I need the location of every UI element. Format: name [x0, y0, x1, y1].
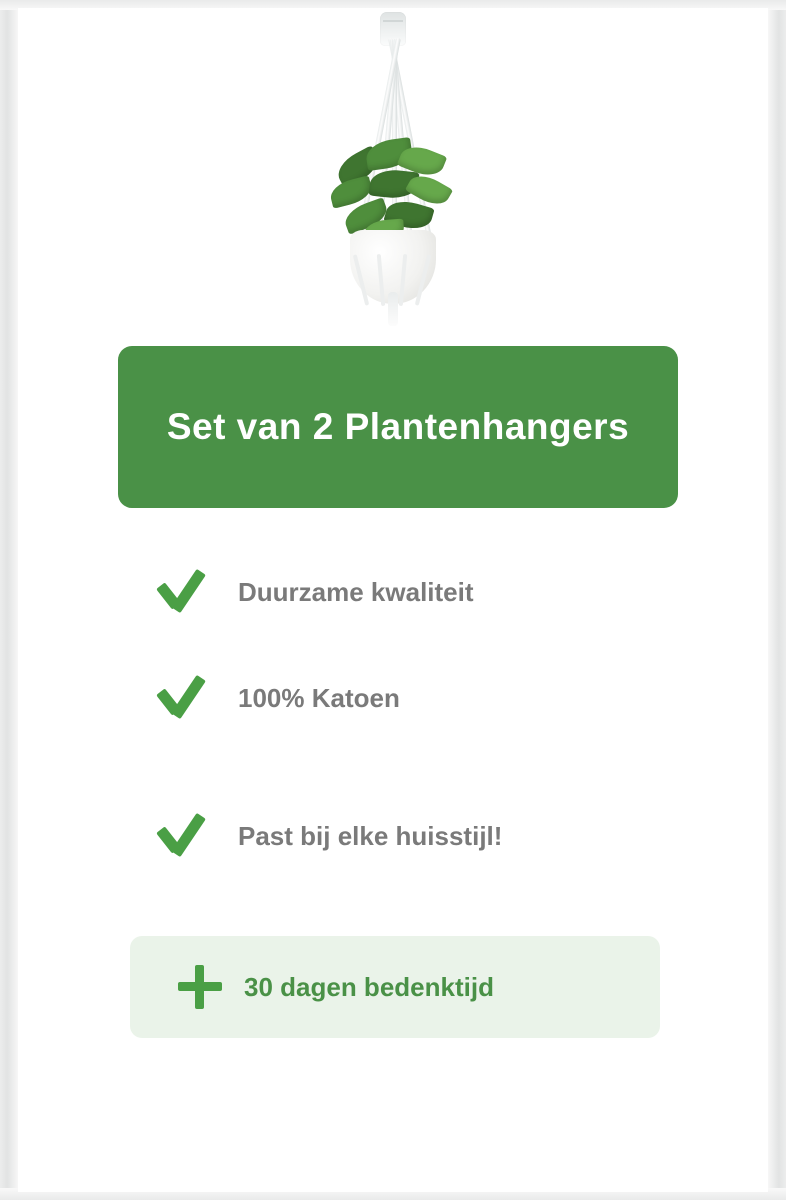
page-title: Set van 2 Plantenhangers [166, 406, 630, 447]
net-line-shape [399, 254, 408, 306]
frame-edge-right [768, 0, 786, 1200]
plus-icon[interactable] [178, 965, 222, 1009]
product-card-canvas [18, 8, 768, 1192]
product-image [18, 8, 768, 333]
net-line-shape [377, 254, 386, 306]
accordion-label: 30 dagen bedenktijd [244, 971, 494, 1002]
feature-label: 100% Katoen [238, 682, 400, 713]
list-item [118, 807, 502, 865]
frame-edge-left [0, 0, 18, 1200]
check-icon [150, 673, 216, 723]
net-line-shape [415, 254, 431, 305]
list-item [118, 669, 400, 727]
product-title-banner [118, 346, 678, 508]
plant-hanger-illustration [308, 8, 478, 328]
accordion-return-policy[interactable] [130, 936, 660, 1038]
net-line-shape [353, 254, 369, 305]
feature-label: Duurzame kwaliteit [238, 576, 474, 607]
check-icon [150, 811, 216, 861]
hanger-tail-shape [388, 292, 398, 326]
feature-label: Past bij elke huisstijl! [238, 820, 503, 851]
check-icon [150, 567, 216, 617]
list-item [118, 563, 474, 621]
